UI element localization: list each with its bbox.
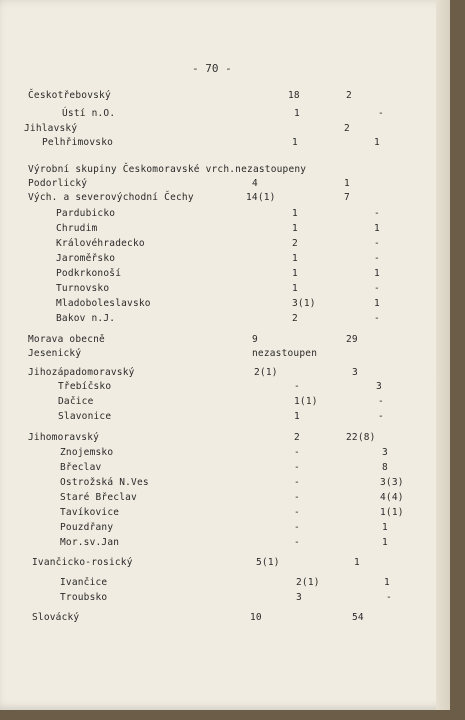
value-col1: 18	[288, 90, 300, 101]
value-col3: -	[374, 283, 380, 294]
value-col3: -	[378, 108, 384, 119]
table-row	[0, 432, 440, 446]
table-row	[0, 90, 440, 104]
region-name: Břeclav	[60, 462, 102, 473]
value-col3: -	[386, 592, 392, 603]
table-row	[0, 348, 440, 362]
value-col3: 1	[384, 577, 390, 588]
value-col1: 1	[292, 253, 298, 264]
table-row	[0, 411, 440, 425]
value-col1: 4	[252, 178, 258, 189]
region-name: Mor.sv.Jan	[60, 537, 120, 548]
value-col3: 1	[382, 537, 388, 548]
value-col1: 1	[294, 108, 300, 119]
table-row	[0, 164, 440, 178]
region-name: Výrobní skupiny Českomoravské vrch.nezastoupeny	[28, 164, 307, 175]
page-number: - 70 -	[192, 62, 232, 75]
region-name: Královéhradecko	[56, 238, 145, 249]
value-col3: 1	[382, 522, 388, 533]
table-row	[0, 334, 440, 348]
value-col2: 54	[352, 612, 364, 623]
region-name: Pardubicko	[56, 208, 116, 219]
region-name: Ivančice	[60, 577, 108, 588]
region-name: Chrudim	[56, 223, 98, 234]
region-name: Jesenický	[28, 348, 82, 359]
region-name: Pelhřimovsko	[42, 137, 114, 148]
region-name: Ostrožská N.Ves	[60, 477, 149, 488]
region-name: Dačice	[58, 396, 94, 407]
table-row	[0, 283, 440, 297]
table-row	[0, 108, 440, 122]
table-row	[0, 313, 440, 327]
region-name: Pouzdřany	[60, 522, 114, 533]
table-row	[0, 381, 440, 395]
value-col3: 1	[374, 223, 380, 234]
region-name: Staré Břeclav	[60, 492, 137, 503]
region-name: Jaroměřsko	[56, 253, 116, 264]
value-col3: 8	[382, 462, 388, 473]
table-row	[0, 537, 440, 551]
value-col3: -	[378, 396, 384, 407]
value-col1: 3(1)	[292, 298, 316, 309]
table-row	[0, 367, 440, 381]
value-col1: 1(1)	[294, 396, 318, 407]
value-col1: -	[294, 477, 300, 488]
value-col2: 1	[354, 557, 360, 568]
table-row	[0, 577, 440, 591]
region-name: Českotřebovský	[28, 90, 111, 101]
region-name: Jihozápadomoravský	[28, 367, 135, 378]
value-col1: 3	[296, 592, 302, 603]
table-row	[0, 492, 440, 506]
value-col1: 2	[292, 313, 298, 324]
table-row	[0, 522, 440, 536]
region-name: Turnovsko	[56, 283, 110, 294]
value-col2: 1	[344, 178, 350, 189]
value-col1: -	[294, 537, 300, 548]
table-row	[0, 592, 440, 606]
region-name: Slavonice	[58, 411, 112, 422]
table-row	[0, 192, 440, 206]
region-name: Jihlavský	[24, 123, 78, 134]
region-name: Morava obecně	[28, 334, 105, 345]
region-name: Jihomoravský	[28, 432, 100, 443]
value-col1: 1	[294, 411, 300, 422]
region-name: Podorlický	[28, 178, 88, 189]
value-col1: -	[294, 381, 300, 392]
value-col3: -	[378, 411, 384, 422]
value-col3: -	[374, 313, 380, 324]
value-col1: 14(1)	[246, 192, 276, 203]
table-row	[0, 507, 440, 521]
value-col3: 3(3)	[380, 477, 404, 488]
region-name: Podkrkonoší	[56, 268, 122, 279]
region-name: Troubsko	[60, 592, 108, 603]
value-col1: 2(1)	[296, 577, 320, 588]
value-col2: 2	[344, 123, 350, 134]
region-name: Bakov n.J.	[56, 313, 116, 324]
value-col1: 1	[292, 137, 298, 148]
value-col1: -	[294, 462, 300, 473]
table-row	[0, 238, 440, 252]
value-col1: -	[294, 507, 300, 518]
region-name: Ivančicko-rosický	[32, 557, 133, 568]
table-row	[0, 557, 440, 571]
table-row	[0, 447, 440, 461]
region-name: Slovácký	[32, 612, 80, 623]
table-row	[0, 396, 440, 410]
value-col2: 2	[346, 90, 352, 101]
value-col2: 29	[346, 334, 358, 345]
value-col1: 2(1)	[254, 367, 278, 378]
value-col1: 1	[292, 208, 298, 219]
value-col1: 2	[294, 432, 300, 443]
value-col1: 5(1)	[256, 557, 280, 568]
value-col1: nezastoupen	[252, 348, 318, 359]
region-name: Třebíčsko	[58, 381, 112, 392]
table-row	[0, 123, 440, 137]
value-col1: 1	[292, 268, 298, 279]
value-col1: 10	[250, 612, 262, 623]
table-row	[0, 268, 440, 282]
value-col3: 1	[374, 268, 380, 279]
region-name: Mladoboleslavsko	[56, 298, 151, 309]
value-col1: -	[294, 447, 300, 458]
value-col3: -	[374, 208, 380, 219]
region-name: Ústí n.O.	[62, 108, 116, 119]
table-row	[0, 253, 440, 267]
value-col3: 1	[374, 137, 380, 148]
value-col2: 22(8)	[346, 432, 376, 443]
value-col3: -	[374, 253, 380, 264]
value-col3: 1	[374, 298, 380, 309]
table-row	[0, 137, 440, 151]
value-col3: 4(4)	[380, 492, 404, 503]
value-col1: -	[294, 522, 300, 533]
value-col1: 1	[292, 223, 298, 234]
value-col3: 1(1)	[380, 507, 404, 518]
value-col2: 7	[344, 192, 350, 203]
value-col2: 3	[352, 367, 358, 378]
region-name: Tavíkovice	[60, 507, 120, 518]
value-col1: -	[294, 492, 300, 503]
value-col3: 3	[376, 381, 382, 392]
value-col1: 2	[292, 238, 298, 249]
table-row	[0, 178, 440, 192]
table-row	[0, 612, 440, 626]
region-name: Vých. a severovýchodní Čechy	[28, 192, 194, 203]
table-row	[0, 298, 440, 312]
value-col1: 9	[252, 334, 258, 345]
table-row	[0, 477, 440, 491]
region-name: Znojemsko	[60, 447, 114, 458]
table-row	[0, 208, 440, 222]
table-row	[0, 462, 440, 476]
value-col3: 3	[382, 447, 388, 458]
value-col3: -	[374, 238, 380, 249]
value-col1: 1	[292, 283, 298, 294]
table-row	[0, 223, 440, 237]
